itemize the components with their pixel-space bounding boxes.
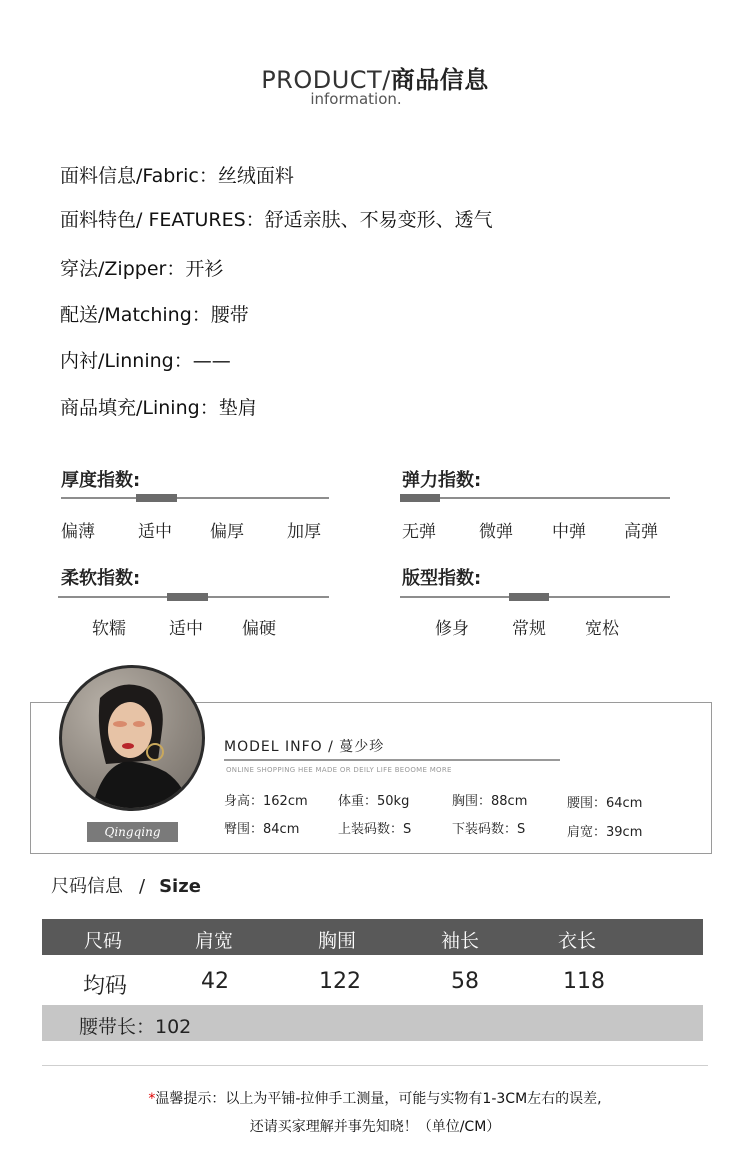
thickness-scale [61,497,329,499]
column-header: 尺码 [84,930,123,952]
thickness-title: 厚度指数: [61,470,141,491]
size-heading-cn: 尺码信息 [51,876,123,897]
model-waist: 腰围：64cm [567,796,643,811]
model-photo [62,668,202,808]
table-cell: 58 [451,969,479,994]
model-height: 身高：162cm [224,794,308,809]
elasticity-option: 中弹 [552,522,586,542]
table-row [42,955,703,1005]
info-fabric: 面料信息/Fabric：丝绒面料 [60,165,294,187]
thickness-marker [136,494,177,502]
thickness-option: 加厚 [287,522,321,542]
column-header: 肩宽 [195,930,234,952]
elasticity-option: 微弹 [479,522,513,542]
fit-marker [509,593,549,601]
table-cell: 42 [201,969,229,994]
size-heading [51,872,201,898]
divider [42,1065,708,1066]
model-divider [224,759,560,761]
info-zipper: 穿法/Zipper：开衫 [60,258,224,280]
softness-option: 偏硬 [242,619,276,639]
thickness-option: 偏厚 [210,522,244,542]
model-avatar [59,665,205,811]
note-star: * [148,1091,156,1107]
model-top-size: 上装码数：S [338,822,412,837]
title-en: PRODUCT/ [261,66,391,94]
model-weight: 体重：50kg [338,794,410,809]
size-table [42,919,703,1041]
elasticity-scale [400,497,670,499]
fit-option: 宽松 [585,619,619,639]
softness-marker [167,593,208,601]
table-cell: 122 [319,969,361,994]
model-shoulder: 肩宽：39cm [567,825,643,840]
model-bottom-size: 下装码数：S [452,822,526,837]
model-info-title: MODEL INFO / 蔓少珍 [224,739,385,755]
softness-title: 柔软指数: [61,568,141,589]
note-text-1: 温馨提示：以上为平铺-拉伸手工测量，可能与实物有1-3CM左右的误差, [155,1091,602,1107]
table-cell: 118 [563,969,605,994]
column-header: 袖长 [441,930,480,952]
model-slogan: ONLINE SHOPPING HEE MADE OR DEILY LIFE BEOOME MORE [226,766,452,774]
info-lining: 商品填充/Lining：垫肩 [60,397,257,419]
size-note-line2: 还请买家理解并事先知晓！（单位/CM） [249,1119,501,1135]
softness-option: 适中 [169,619,203,639]
model-bust: 胸围：88cm [452,794,528,809]
fit-option: 常规 [512,619,546,639]
table-cell: 均码 [83,974,128,999]
softness-option: 软糯 [92,619,126,639]
column-header: 衣长 [558,930,597,952]
model-hip: 臀围：84cm [224,822,300,837]
size-heading-sep: / [139,876,146,897]
thickness-option: 偏薄 [61,522,95,542]
info-features: 面料特色/ FEATURES：舒适亲肤、不易变形、透气 [60,209,493,231]
fit-title: 版型指数: [402,568,482,589]
belt-length-row [42,1005,703,1041]
column-header: 胸围 [318,930,357,952]
size-note-line1 [0,1088,750,1108]
size-table-header [42,919,703,955]
elasticity-option: 无弹 [402,522,436,542]
fit-option: 修身 [435,619,469,639]
model-signature: Qingqing [87,822,178,842]
info-linning: 内衬/Linning：—— [60,350,231,372]
elasticity-title: 弹力指数: [402,470,482,491]
elasticity-option: 高弹 [624,522,658,542]
info-matching: 配送/Matching：腰带 [60,304,249,326]
belt-length: 腰带长：102 [79,1016,192,1038]
size-heading-en: Size [159,876,201,897]
thickness-option: 适中 [138,522,172,542]
page-subtitle: information. [310,90,402,108]
title-cn: 商品信息 [390,66,489,94]
elasticity-marker [400,494,440,502]
